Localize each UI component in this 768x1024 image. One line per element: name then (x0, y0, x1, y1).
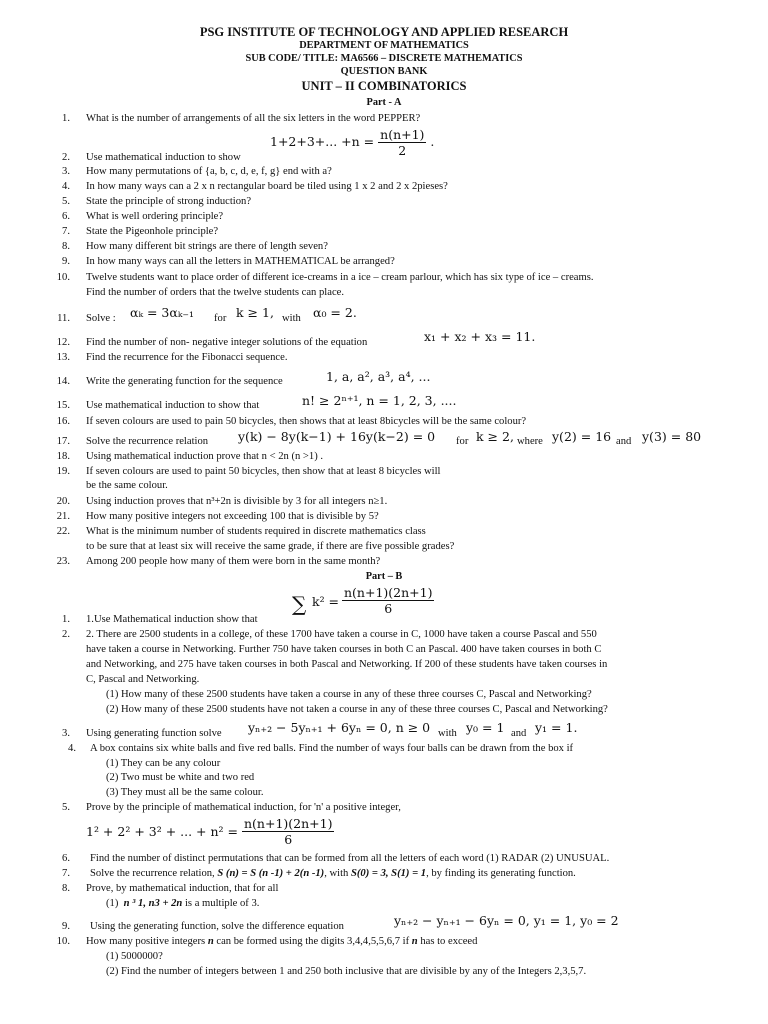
question-number: 9. (62, 256, 70, 267)
question-number: 4. (62, 181, 70, 192)
equation: k ≥ 2, (476, 429, 514, 444)
sum-numerator: n(n+1) (380, 127, 425, 142)
question-text-part: How many positive integers (86, 936, 206, 947)
question-number: 1. (62, 113, 70, 124)
equation: k² = (312, 594, 340, 609)
question-number: 10. (56, 936, 70, 947)
question-text: State the Pigeonhole principle? (86, 226, 219, 237)
question-text: If seven colours are used to pain 50 bicycles, then shows that at least 8bicycles will be the same colour? (86, 416, 527, 427)
part-a-title: Part - A (366, 97, 402, 108)
equation: n! ≥ 2ⁿ⁺¹, n = 1, 2, 3, .... (302, 393, 457, 408)
question-number: 6. (62, 211, 70, 222)
question-text (106, 898, 259, 910)
question-text: 1.Use Mathematical induction show that (86, 614, 258, 625)
sum-denominator: 2 (398, 143, 407, 158)
fraction (242, 816, 334, 847)
question-text: (1) They can be any colour (106, 758, 221, 769)
question-text: (2) Find the number of integers between 1 and 250 both inclusive that are divisible by any of the Integers 2,3,5,7. (106, 966, 587, 977)
question-text: How many permutations of {a, b, c, d, e, f, g} end with a? (86, 166, 332, 177)
question-number: 14. (56, 376, 70, 387)
question-text-part: has to exceed (420, 936, 478, 947)
question-text-part: Solve the recurrence relation, (90, 868, 215, 879)
question-text: What is the minimum number of students required in discrete mathematics class (86, 526, 426, 537)
question-text: Using induction proves that n³+2n is divisible by 3 for all integers n≥1. (86, 496, 388, 507)
summation-symbol: ∑ (292, 592, 307, 616)
equation: yₙ₊₂ − yₙ₊₁ − 6yₙ = 0, y₁ = 1, y₀ = 2 (394, 913, 619, 928)
equation: y(k) − 8y(k−1) + 16y(k−2) = 0 (238, 429, 436, 444)
question-text-part: is a multiple of 3. (184, 898, 260, 909)
question-text-part: can be formed using the digits 3,4,4,5,5,6,7 if (216, 936, 410, 947)
question-text: What is the number of arrangements of all the six letters in the word PEPPER? (86, 113, 421, 124)
question-text: Twelve students want to place order of different ice-creams in a ice – cream parlour, which has six type of ice – creams. (86, 272, 594, 283)
fraction-numerator: n(n+1)(2n+1) (244, 816, 333, 831)
question-text: Among 200 people how many of them were born in the same month? (86, 556, 381, 567)
question-number: 2. (62, 152, 70, 163)
equation: k ≥ 1, (236, 305, 274, 320)
document-type: QUESTION BANK (340, 66, 428, 77)
question-number: 8. (62, 241, 70, 252)
sum-formula: 1+2+3+... +n = $\frac{n(n+1)}{2}$ . (270, 127, 435, 158)
question-number: 11. (57, 313, 70, 324)
question-text: Using the generating function, solve the difference equation (90, 921, 344, 932)
question-text: Using mathematical induction prove that n < 2n (n >1) . (86, 451, 324, 462)
question-text-part: , by finding its generating function. (426, 868, 576, 879)
question-number: 20. (56, 496, 70, 507)
question-text: to be sure that at least six will receive the same grade, if there are five possible grades? (86, 541, 455, 552)
question-text: (3) They must all be the same colour. (106, 787, 264, 798)
equation: αₖ = 3αₖ₋₁ (130, 305, 194, 320)
question-text: where (517, 436, 543, 447)
question-text (90, 868, 576, 880)
equation: y(3) = 80 (642, 429, 702, 444)
question-number: 22. (56, 526, 70, 537)
equation: yₙ₊₂ − 5yₙ₊₁ + 6yₙ = 0, n ≥ 0 (248, 720, 431, 735)
question-number: 21. (56, 511, 70, 522)
institute-name: PSG INSTITUTE OF TECHNOLOGY AND APPLIED RESEARCH (199, 25, 569, 39)
question-text: with (282, 313, 301, 324)
question-text: Use mathematical induction to show (86, 152, 241, 163)
question-text: (2) Two must be white and two red (106, 772, 255, 783)
question-number: 2. (62, 629, 70, 640)
question-number: 12. (56, 337, 70, 348)
sum-lhs: 1+2+3+... +n = (270, 134, 375, 149)
question-number: 16. (56, 416, 70, 427)
question-text: Solve the recurrence relation (86, 436, 209, 447)
question-number: 13. (56, 352, 70, 363)
formula-lhs: 1² + 2² + 3² + ... + n² = (86, 824, 239, 839)
question-text: have taken a course in Networking. Further 750 have taken courses in both C an Pascal. 400 have taken courses in both C (86, 644, 602, 655)
question-number: 4. (68, 743, 76, 754)
question-text: for (214, 313, 227, 324)
question-number: 19. (56, 466, 70, 477)
fraction (342, 585, 434, 616)
question-number: 9. (62, 921, 70, 932)
question-text: A box contains six white balls and five red balls. Find the number of ways four balls can be drawn from the box if (90, 743, 574, 754)
question-text: Write the generating function for the sequence (86, 376, 283, 387)
question-number: 5. (62, 802, 70, 813)
equation: y₀ = 1 (466, 720, 505, 735)
question-text: Find the number of distinct permutations that can be formed from all the letters of each word (1) RADAR (2) UNUSUAL. (90, 853, 610, 864)
equation: x₁ + x₂ + x₃ = 11. (424, 329, 536, 344)
equation: 1, a, a², a³, a⁴, ... (326, 369, 431, 384)
question-text: Prove by the principle of mathematical induction, for 'n' a positive integer, (86, 802, 401, 813)
fraction-numerator: n(n+1)(2n+1) (344, 585, 433, 600)
math-expression: n ³ 1, n3 + 2n (123, 898, 183, 909)
question-text: In how many ways can a 2 x n rectangular board be tiled using 1 x 2 and 2 x 2pieses? (86, 181, 448, 192)
question-text: In how many ways can all the letters in MATHEMATICAL be arranged? (86, 256, 395, 267)
question-number: 1. (62, 614, 70, 625)
question-text: C, Pascal and Networking. (86, 674, 200, 685)
question-number: 17. (56, 436, 70, 447)
fraction-denominator: 6 (384, 601, 393, 616)
department-name: DEPARTMENT OF MATHEMATICS (299, 40, 469, 51)
sub-item-number: (1) (106, 898, 119, 909)
question-number: 8. (62, 883, 70, 894)
question-text: State the principle of strong induction? (86, 196, 252, 207)
question-text-part: , with (324, 868, 349, 879)
question-text: and (616, 436, 632, 447)
question-text: If seven colours are used to paint 50 bicycles, then show that at least 8 bicycles will (86, 466, 441, 477)
question-text: for (456, 436, 469, 447)
question-text: (2) How many of these 2500 students have not taken a course in any of these three courses C, Pascal and Networking? (106, 704, 608, 715)
question-number: 3. (62, 166, 70, 177)
question-text: Find the number of orders that the twelve students can place. (86, 287, 345, 298)
equation: y₁ = 1. (535, 720, 578, 735)
question-number: 15. (56, 400, 70, 411)
unit-title: UNIT – II COMBINATORICS (301, 79, 467, 93)
variable: n (411, 936, 418, 947)
question-text: How many positive integers not exceeding 100 that is divisible by 5? (86, 511, 379, 522)
variable: n (207, 936, 214, 947)
question-text: How many different bit strings are there of length seven? (86, 241, 328, 252)
question-text: What is well ordering principle? (86, 211, 224, 222)
question-number: 23. (56, 556, 70, 567)
question-text: Find the recurrence for the Fibonacci sequence. (86, 352, 288, 363)
question-text: Using generating function solve (86, 728, 222, 739)
question-text: Solve : (86, 313, 116, 324)
subject-title: SUB CODE/ TITLE: MA6566 – DISCRETE MATHEMATICS (245, 53, 523, 64)
formula (86, 816, 334, 847)
question-text (86, 936, 477, 948)
question-number: 6. (62, 853, 70, 864)
fraction-denominator: 6 (284, 832, 293, 847)
equation: y(2) = 16 (552, 429, 612, 444)
question-number: 18. (56, 451, 70, 462)
sum-fraction (378, 127, 426, 158)
question-number: 3. (62, 728, 70, 739)
question-text: Prove, by mathematical induction, that for all (86, 883, 279, 894)
question-number: 7. (62, 226, 70, 237)
equation: α₀ = 2. (313, 305, 357, 320)
sum-fraction (342, 585, 434, 616)
question-number: 7. (62, 868, 70, 879)
question-number: 5. (62, 196, 70, 207)
question-text: 2. There are 2500 students in a college, of these 1700 have taken a course in C, 1000 have taken a course Pascal and 550 (86, 629, 597, 640)
question-text: with (438, 728, 457, 739)
question-text: and Networking, and 275 have taken courses in both Pascal and Networking. If 200 of these students have taken courses in (86, 659, 608, 670)
question-text: be the same colour. (86, 480, 168, 491)
question-number: 10. (56, 272, 70, 283)
recurrence-expression: S (n) = S (n -1) + 2(n -1) (217, 868, 325, 879)
question-text: and (511, 728, 527, 739)
part-b-title: Part – B (365, 571, 403, 582)
question-text: Find the number of non- negative integer solutions of the equation (86, 337, 368, 348)
question-text: (1) 5000000? (106, 951, 163, 962)
initial-conditions: S(0) = 3, S(1) = 1 (351, 868, 427, 879)
question-text: Use mathematical induction to show that (86, 400, 260, 411)
question-text: (1) How many of these 2500 students have taken a course in any of these three courses C, Pascal and Networking? (106, 689, 592, 700)
